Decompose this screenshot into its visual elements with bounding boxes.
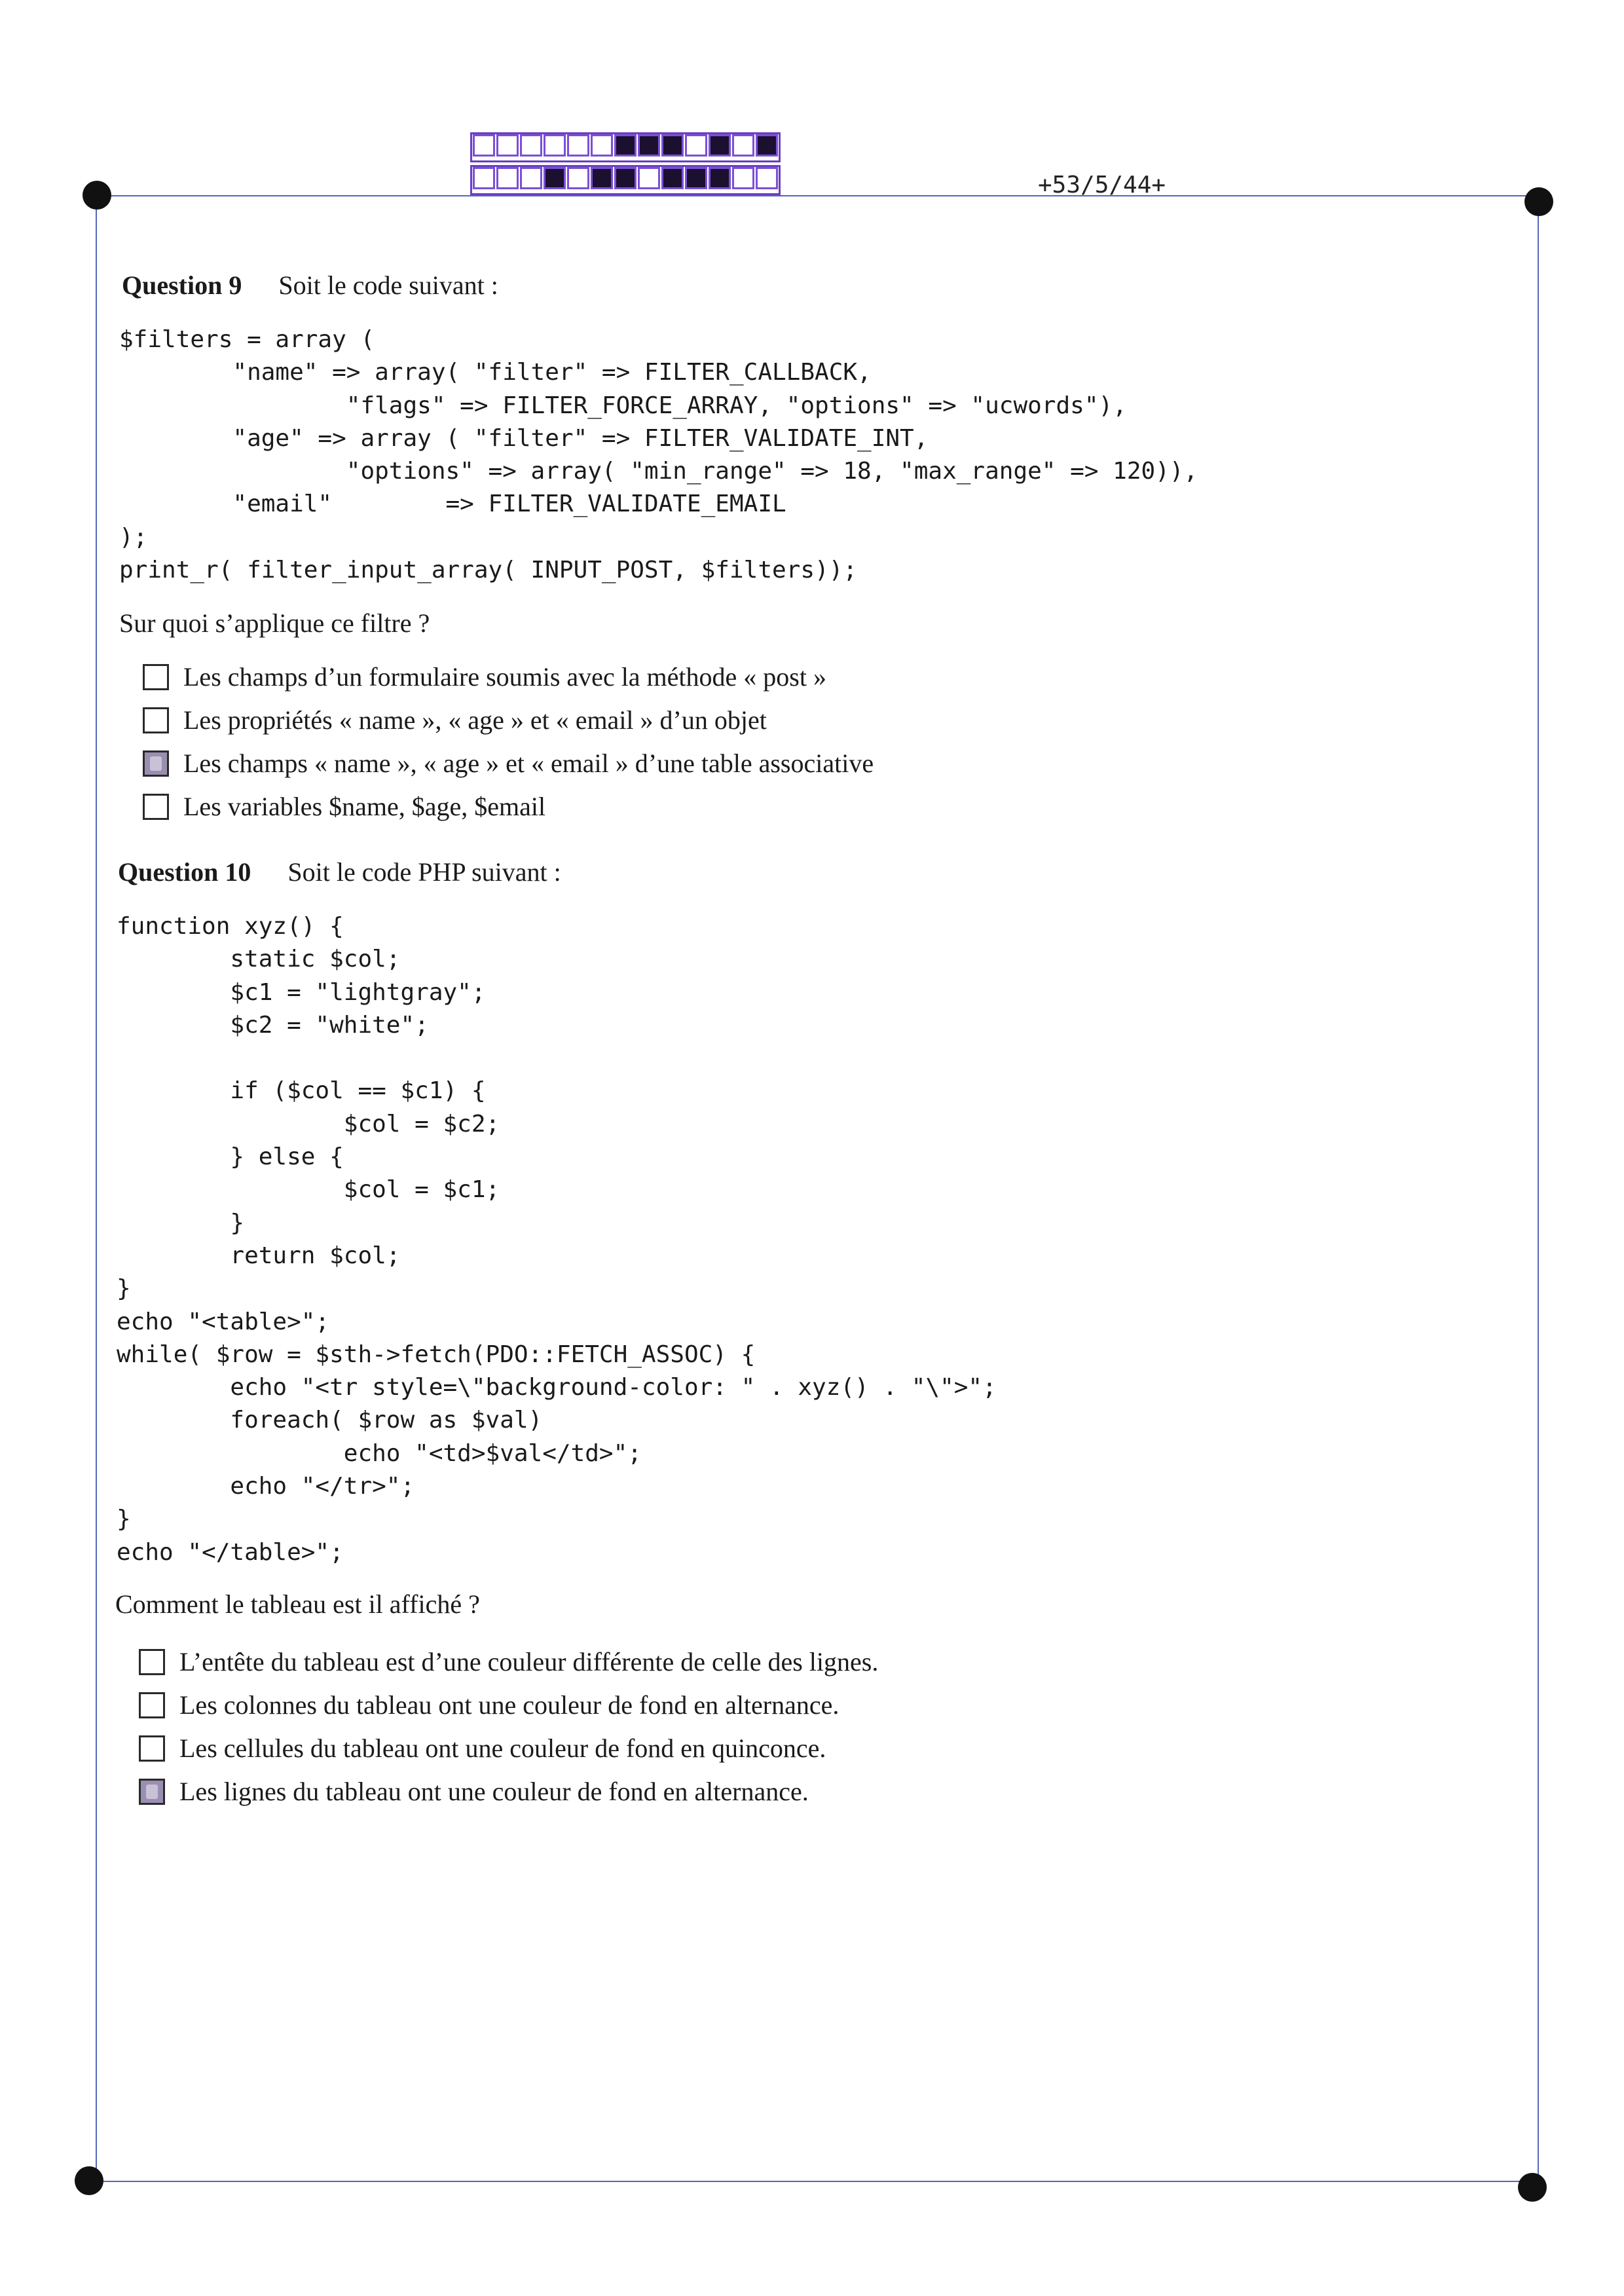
q9-option-3[interactable] xyxy=(143,748,874,779)
barcode-cell xyxy=(614,167,637,189)
q9-option-4[interactable] xyxy=(143,791,545,822)
barcode-cell xyxy=(544,134,566,157)
barcode-cell xyxy=(709,134,731,157)
checkbox[interactable] xyxy=(143,794,169,820)
barcode-cell xyxy=(473,134,495,157)
option-label: L’entête du tableau est d’une couleur différente de celle des lignes. xyxy=(179,1647,879,1676)
barcode-cell xyxy=(496,167,519,189)
q9-option-2[interactable] xyxy=(143,705,767,735)
option-label: Les propriétés « name », « age » et « email » d’un objet xyxy=(183,705,767,735)
frame-left-line xyxy=(96,195,97,2182)
barcode-cell xyxy=(496,134,519,157)
barcode-cell xyxy=(709,167,731,189)
question-label: Question 10 xyxy=(118,857,251,887)
question-9-heading xyxy=(122,270,498,301)
checkbox[interactable] xyxy=(143,664,169,690)
q10-option-1[interactable] xyxy=(139,1646,878,1677)
barcode-cell xyxy=(473,167,495,189)
checkbox[interactable] xyxy=(139,1649,165,1675)
barcode-cell xyxy=(732,134,754,157)
checkbox[interactable] xyxy=(139,1692,165,1718)
barcode-cell xyxy=(544,167,566,189)
frame-top-line xyxy=(97,195,1538,196)
barcode-cell xyxy=(732,167,754,189)
question-text: Soit le code PHP suivant : xyxy=(287,857,561,887)
q10-option-3[interactable] xyxy=(139,1733,826,1764)
frame-right-line xyxy=(1538,196,1539,2183)
q9-option-1[interactable] xyxy=(143,661,826,692)
checkbox-checked[interactable] xyxy=(139,1779,165,1805)
barcode-cell xyxy=(661,167,684,189)
option-label: Les cellules du tableau ont une couleur de fond en quinconce. xyxy=(179,1733,826,1763)
barcode-cell xyxy=(567,167,589,189)
registration-mark-top-left xyxy=(83,181,111,210)
registration-mark-bottom-left xyxy=(75,2166,103,2195)
question-10-code: function xyz() { static $col; $c1 = "lightgray"; $c2 = "white"; if ($col == $c1) { $col = $c2; } else { $col = $c1; } return $col; } echo "<table>"; while( $row = $sth->fetch(PDO::FETCH_ASSOC) { echo "<tr style=\"background-color: " . xyz() . "\">"; foreach( $row as $val) echo "<td>$val</td>"; echo "</tr>"; } echo "</table>"; xyxy=(117,913,997,1566)
checkbox-checked[interactable] xyxy=(143,750,169,777)
question-label: Question 9 xyxy=(122,270,242,300)
registration-mark-top-right xyxy=(1524,187,1553,216)
barcode-cell xyxy=(756,134,778,157)
checkbox[interactable] xyxy=(143,707,169,733)
barcode-cell xyxy=(591,134,613,157)
question-9-code: $filters = array ( "name" => array( "filter" => FILTER_CALLBACK, "flags" => FILTER_FORCE_ARRAY, "options" => "ucwords"), "age" => array ( "filter" => FILTER_VALIDATE_INT, "options" => array( "min_range" => 18, "max_range" => 120)), "email" => FILTER_VALIDATE_EMAIL ); print_r( filter_input_array( INPUT_POST, $filters)); xyxy=(119,326,1198,584)
option-label: Les colonnes du tableau ont une couleur de fond en alternance. xyxy=(179,1690,840,1720)
option-label: Les lignes du tableau ont une couleur de fond en alternance. xyxy=(179,1777,809,1806)
question-10-prompt: Comment le tableau est il affiché ? xyxy=(115,1589,480,1619)
question-10-heading xyxy=(118,857,561,887)
barcode-cell xyxy=(567,134,589,157)
question-9-prompt: Sur quoi s’applique ce filtre ? xyxy=(119,608,430,638)
barcode-cell xyxy=(638,167,660,189)
barcode-top xyxy=(470,132,781,162)
option-label: Les variables $name, $age, $email xyxy=(183,792,546,821)
barcode-cell xyxy=(638,134,660,157)
barcode-cell xyxy=(591,167,613,189)
barcode-cell xyxy=(685,167,707,189)
checkbox[interactable] xyxy=(139,1735,165,1762)
question-text: Soit le code suivant : xyxy=(278,270,498,300)
barcode-cell xyxy=(756,167,778,189)
barcode-cell xyxy=(614,134,637,157)
registration-mark-bottom-right xyxy=(1518,2173,1547,2202)
frame-bottom-line xyxy=(89,2181,1532,2182)
barcode-cell xyxy=(520,167,542,189)
q10-option-2[interactable] xyxy=(139,1690,839,1720)
page-id: +53/5/44+ xyxy=(1038,172,1166,198)
barcode-cell xyxy=(661,134,684,157)
barcode-cell xyxy=(685,134,707,157)
q10-option-4[interactable] xyxy=(139,1776,809,1807)
barcode-bottom xyxy=(470,165,781,195)
option-label: Les champs « name », « age » et « email » d’une table associative xyxy=(183,749,874,778)
barcode-cell xyxy=(520,134,542,157)
option-label: Les champs d’un formulaire soumis avec la méthode « post » xyxy=(183,662,826,692)
